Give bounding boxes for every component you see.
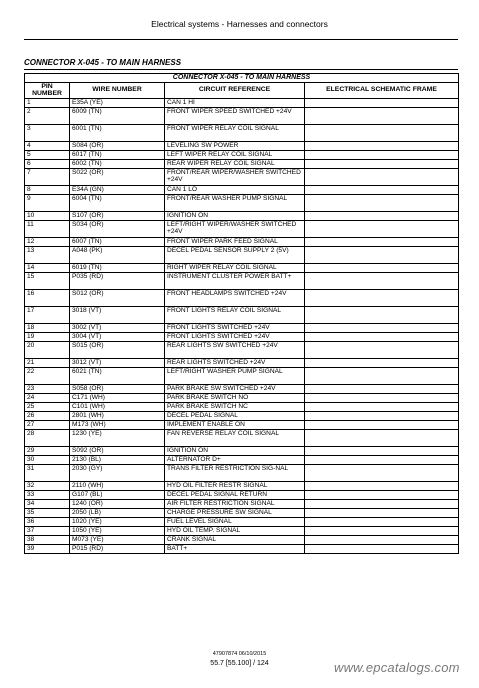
frame-cell (305, 499, 459, 508)
pin-cell: 20 (25, 341, 70, 358)
circuit-cell: REAR WIPER RELAY COIL SIGNAL (165, 159, 305, 168)
frame-cell (305, 517, 459, 526)
table-row (25, 367, 459, 384)
pin-cell: 28 (25, 429, 70, 446)
table-row (25, 341, 459, 358)
table-row (25, 402, 459, 411)
frame-cell (305, 455, 459, 464)
pin-cell: 35 (25, 508, 70, 517)
circuit-cell: FRONT WIPER SPEED SWITCHED +24V (165, 107, 305, 124)
column-header-frame: ELECTRICAL SCHEMATIC FRAME (305, 82, 459, 98)
circuit-cell: IGNITION ON (165, 446, 305, 455)
circuit-cell: AIR FILTER RESTRICTION SIGNAL (165, 499, 305, 508)
circuit-cell: LEFT WIPER RELAY COIL SIGNAL (165, 150, 305, 159)
table-row (25, 220, 459, 237)
frame-cell (305, 124, 459, 141)
wire-cell: E35A (YE) (70, 98, 165, 107)
pin-cell: 17 (25, 306, 70, 323)
frame-cell (305, 411, 459, 420)
pin-cell: 19 (25, 332, 70, 341)
table-row (25, 429, 459, 446)
wire-cell: 2030 (GY) (70, 464, 165, 481)
frame-cell (305, 481, 459, 490)
pin-cell: 38 (25, 535, 70, 544)
footer-page-ref: 55.7 [55.100] / 124 (210, 660, 269, 667)
frame-cell (305, 341, 459, 358)
wire-cell: 1230 (YE) (70, 429, 165, 446)
frame-cell (305, 332, 459, 341)
wire-cell: S034 (OR) (70, 220, 165, 237)
frame-cell (305, 306, 459, 323)
frame-cell (305, 220, 459, 237)
circuit-cell: FUEL LEVEL SIGNAL (165, 517, 305, 526)
frame-cell (305, 508, 459, 517)
circuit-cell: BATT+ (165, 544, 305, 553)
frame-cell (305, 211, 459, 220)
table-row (25, 211, 459, 220)
pin-cell: 16 (25, 289, 70, 306)
frame-cell (305, 185, 459, 194)
table-row (25, 246, 459, 263)
pin-cell: 8 (25, 185, 70, 194)
circuit-cell: INSTRUMENT CLUSTER POWER BATT+ (165, 272, 305, 289)
circuit-cell: DECEL PEDAL SIGNAL RETURN (165, 490, 305, 499)
frame-cell (305, 393, 459, 402)
circuit-cell: DECEL PEDAL SIGNAL (165, 411, 305, 420)
wire-cell: S084 (OR) (70, 141, 165, 150)
circuit-cell: FRONT/REAR WASHER PUMP SIGNAL (165, 194, 305, 211)
wire-cell: S092 (OR) (70, 446, 165, 455)
wire-cell: S012 (OR) (70, 289, 165, 306)
frame-cell (305, 367, 459, 384)
wire-cell: S058 (OR) (70, 384, 165, 393)
wire-cell: 3002 (VT) (70, 323, 165, 332)
table-row (25, 358, 459, 367)
wire-cell: 2801 (WH) (70, 411, 165, 420)
wire-cell: 2110 (WH) (70, 481, 165, 490)
pin-cell: 39 (25, 544, 70, 553)
pin-cell: 6 (25, 159, 70, 168)
pin-cell: 29 (25, 446, 70, 455)
table-row (25, 384, 459, 393)
frame-cell (305, 289, 459, 306)
circuit-cell: REAR LIGHTS SW SWITCHED +24V (165, 341, 305, 358)
table-title: CONNECTOR X-045 - TO MAIN HARNESS (25, 74, 459, 83)
circuit-cell: FRONT WIPER RELAY COIL SIGNAL (165, 124, 305, 141)
table-row (25, 481, 459, 490)
section-rule (24, 69, 458, 70)
pin-cell: 34 (25, 499, 70, 508)
table-row (25, 272, 459, 289)
table-row (25, 499, 459, 508)
table-row (25, 446, 459, 455)
wire-cell: 6007 (TN) (70, 237, 165, 246)
circuit-cell: FRONT LIGHTS SWITCHED +24V (165, 332, 305, 341)
wire-cell: 1020 (YE) (70, 517, 165, 526)
table-body (25, 98, 459, 553)
wire-cell: 1240 (OR) (70, 499, 165, 508)
table-row (25, 420, 459, 429)
pin-cell: 10 (25, 211, 70, 220)
wire-cell: C101 (WH) (70, 402, 165, 411)
table-row (25, 289, 459, 306)
table-row (25, 263, 459, 272)
circuit-cell: IMPLEMENT ENABLE ON (165, 420, 305, 429)
frame-cell (305, 168, 459, 185)
footer-doc-ref: 47907874 06/10/2015 (212, 651, 267, 657)
wire-cell: 6004 (TN) (70, 194, 165, 211)
wire-cell: 6009 (TN) (70, 107, 165, 124)
frame-cell (305, 402, 459, 411)
section-title: CONNECTOR X-045 - TO MAIN HARNESS (24, 58, 182, 67)
pin-cell: 4 (25, 141, 70, 150)
table-row (25, 185, 459, 194)
pin-cell: 24 (25, 393, 70, 402)
circuit-cell: LEFT/RIGHT WIPER/WASHER SWITCHED +24V (165, 220, 305, 237)
wire-cell: S015 (OR) (70, 341, 165, 358)
frame-cell (305, 272, 459, 289)
wire-cell: 6002 (TN) (70, 159, 165, 168)
frame-cell (305, 490, 459, 499)
table-row (25, 306, 459, 323)
circuit-cell: HYD OIL FILTER RESTR SIGNAL (165, 481, 305, 490)
pin-cell: 9 (25, 194, 70, 211)
table-row (25, 124, 459, 141)
frame-cell (305, 150, 459, 159)
frame-cell (305, 535, 459, 544)
pin-cell: 15 (25, 272, 70, 289)
wire-cell: 2130 (BL) (70, 455, 165, 464)
circuit-cell: FRONT/REAR WIPER/WASHER SWITCHED +24V (165, 168, 305, 185)
pin-cell: 2 (25, 107, 70, 124)
wire-cell: 6019 (TN) (70, 263, 165, 272)
wire-cell: M173 (WH) (70, 420, 165, 429)
circuit-cell: CAN 1 LO (165, 185, 305, 194)
frame-cell (305, 98, 459, 107)
table-row (25, 141, 459, 150)
table-row (25, 411, 459, 420)
frame-cell (305, 464, 459, 481)
frame-cell (305, 384, 459, 393)
circuit-cell: ALTERNATOR D+ (165, 455, 305, 464)
wire-cell: 6021 (TN) (70, 367, 165, 384)
frame-cell (305, 429, 459, 446)
pin-cell: 1 (25, 98, 70, 107)
page-header-title: Electrical systems - Harnesses and connectors (151, 19, 328, 29)
wire-cell: 3018 (VT) (70, 306, 165, 323)
pin-cell: 30 (25, 455, 70, 464)
pin-cell: 33 (25, 490, 70, 499)
table-row (25, 490, 459, 499)
table-row (25, 159, 459, 168)
frame-cell (305, 420, 459, 429)
circuit-cell: PARK BRAKE SWITCH NC (165, 402, 305, 411)
pin-cell: 25 (25, 402, 70, 411)
pin-cell: 14 (25, 263, 70, 272)
circuit-cell: PARK BRAKE SW SWITCHED +24V (165, 384, 305, 393)
circuit-cell: CRANK SIGNAL (165, 535, 305, 544)
frame-cell (305, 141, 459, 150)
wire-cell: P035 (RD) (70, 272, 165, 289)
circuit-cell: FRONT LIGHTS RELAY COIL SIGNAL (165, 306, 305, 323)
pin-cell: 18 (25, 323, 70, 332)
frame-cell (305, 263, 459, 272)
wire-cell: M073 (YE) (70, 535, 165, 544)
watermark-text: www.epcatalogs.com (334, 660, 460, 675)
pin-cell: 36 (25, 517, 70, 526)
circuit-cell: HYD OIL TEMP. SIGNAL (165, 526, 305, 535)
wire-cell: P015 (RD) (70, 544, 165, 553)
table-row (25, 544, 459, 553)
circuit-cell: FRONT LIGHTS SWITCHED +24V (165, 323, 305, 332)
circuit-cell: DECEL PEDAL SENSOR SUPPLY 2 (5V) (165, 246, 305, 263)
wire-cell: A048 (PK) (70, 246, 165, 263)
circuit-cell: RIGHT WIPER RELAY COIL SIGNAL (165, 263, 305, 272)
frame-cell (305, 107, 459, 124)
circuit-cell: IGNITION ON (165, 211, 305, 220)
column-header-pin: PIN NUMBER (25, 82, 70, 98)
wire-cell: 3012 (VT) (70, 358, 165, 367)
table-row (25, 517, 459, 526)
wire-cell: 6017 (TN) (70, 150, 165, 159)
circuit-cell: FRONT HEADLAMPS SWITCHED +24V (165, 289, 305, 306)
pin-cell: 23 (25, 384, 70, 393)
pin-cell: 37 (25, 526, 70, 535)
table-row (25, 535, 459, 544)
frame-cell (305, 159, 459, 168)
table-row (25, 323, 459, 332)
pin-cell: 3 (25, 124, 70, 141)
table-row (25, 526, 459, 535)
table-row (25, 194, 459, 211)
frame-cell (305, 544, 459, 553)
circuit-cell: FRONT WIPER PARK FEED SIGNAL (165, 237, 305, 246)
pin-cell: 31 (25, 464, 70, 481)
wire-cell: S107 (OR) (70, 211, 165, 220)
column-header-wire: WIRE NUMBER (70, 82, 165, 98)
pin-cell: 12 (25, 237, 70, 246)
frame-cell (305, 526, 459, 535)
pin-cell: 13 (25, 246, 70, 263)
table-row (25, 464, 459, 481)
wire-cell: C171 (WH) (70, 393, 165, 402)
wire-cell: 6001 (TN) (70, 124, 165, 141)
column-header-circuit: CIRCUIT REFERENCE (165, 82, 305, 98)
wire-cell: 3004 (VT) (70, 332, 165, 341)
pin-cell: 7 (25, 168, 70, 185)
frame-cell (305, 237, 459, 246)
header-rule (24, 39, 458, 40)
pin-cell: 11 (25, 220, 70, 237)
frame-cell (305, 323, 459, 332)
frame-cell (305, 358, 459, 367)
table-row (25, 332, 459, 341)
circuit-cell: LEFT/RIGHT WASHER PUMP SIGNAL (165, 367, 305, 384)
circuit-cell: REAR LIGHTS SWITCHED +24V (165, 358, 305, 367)
circuit-cell: TRANS FILTER RESTRICTION SIG-NAL (165, 464, 305, 481)
pin-cell: 27 (25, 420, 70, 429)
pin-cell: 22 (25, 367, 70, 384)
circuit-cell: CAN 1 HI (165, 98, 305, 107)
pin-cell: 32 (25, 481, 70, 490)
wire-cell: G107 (BL) (70, 490, 165, 499)
table-row (25, 150, 459, 159)
pin-cell: 26 (25, 411, 70, 420)
pin-cell: 21 (25, 358, 70, 367)
wire-cell: 2050 (LB) (70, 508, 165, 517)
circuit-cell: FAN REVERSE RELAY COIL SIGNAL (165, 429, 305, 446)
frame-cell (305, 446, 459, 455)
wire-cell: E34A (GN) (70, 185, 165, 194)
circuit-cell: LEVELING SW POWER (165, 141, 305, 150)
table-row (25, 393, 459, 402)
wire-cell: 1050 (YE) (70, 526, 165, 535)
circuit-cell: CHARGE PRESSURE SW SIGNAL (165, 508, 305, 517)
frame-cell (305, 194, 459, 211)
table-row (25, 455, 459, 464)
circuit-cell: PARK BRAKE SWITCH NO (165, 393, 305, 402)
frame-cell (305, 246, 459, 263)
table-row (25, 107, 459, 124)
pin-cell: 5 (25, 150, 70, 159)
table-row (25, 168, 459, 185)
table-row (25, 98, 459, 107)
connector-table (24, 73, 459, 554)
table-row (25, 237, 459, 246)
wire-cell: S022 (OR) (70, 168, 165, 185)
table-row (25, 508, 459, 517)
